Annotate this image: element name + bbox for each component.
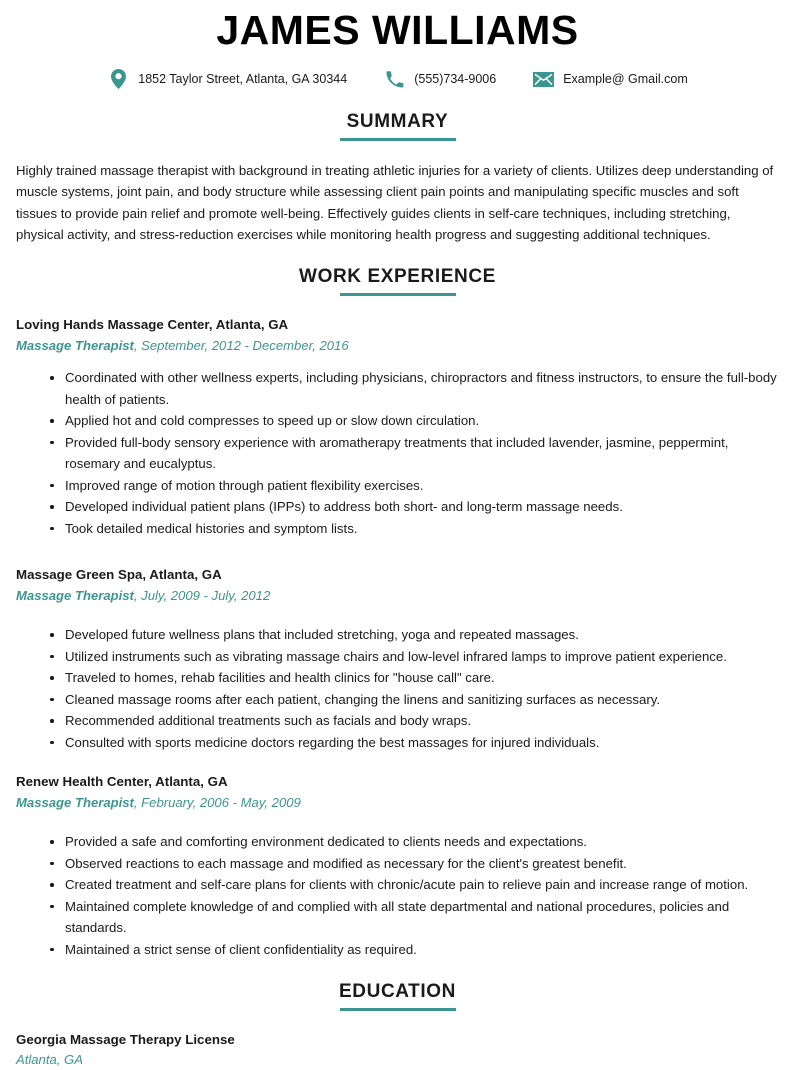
list-item: Provided full-body sensory experience with aromatherapy treatments that included lavender, jasmine, peppermint, rosemary and eucalyptus.: [16, 432, 779, 475]
education-school: Georgia Massage Therapy License: [16, 1032, 235, 1048]
list-item: Developed future wellness plans that included stretching, yoga and repeated massages.: [16, 624, 779, 646]
section-underline: [340, 138, 456, 141]
summary-paragraph: Highly trained massage therapist with background in treating athletic injuries for a variety of clients. Utilizes deep understanding of muscle systems, joint pain, and body structure while assessing client pain points and manipulating specific muscles and soft tissues to provide pain relief and promote well-being. Effectively guides clients in self-care techniques, including stretching, physical activity, and stress-reduction exercises while monitoring health progress and suggesting additional techniques.: [16, 162, 774, 243]
phone-icon: [383, 68, 405, 90]
spacer: [16, 296, 779, 315]
education-location: Atlanta, GA: [16, 1052, 83, 1068]
contact-phone: [383, 68, 496, 90]
list-item: Developed individual patient plans (IPPs) to address both short- and long-term massage needs.: [16, 496, 779, 518]
job-dates: , February, 2006 - May, 2009: [133, 794, 301, 810]
spacer: [16, 753, 779, 772]
education-entry: [16, 1030, 779, 1070]
list-item: Utilized instruments such as vibrating massage chairs and low-level infrared lamps to improve patient experience.: [16, 646, 779, 668]
section-heading-summary: [16, 112, 779, 141]
job-role: Massage Therapist: [16, 587, 134, 603]
job-role: Massage Therapist: [16, 337, 134, 353]
list-item: Observed reactions to each massage and modified as necessary for the client's greatest benefit.: [16, 853, 779, 875]
list-item: Took detailed medical histories and symptom lists.: [16, 518, 779, 540]
list-item: Maintained complete knowledge of and complied with all state departmental and national procedures, policies and standards.: [16, 896, 779, 939]
spacer: [16, 539, 779, 565]
job-role: Massage Therapist: [16, 794, 134, 810]
list-item: Created treatment and self-care plans for clients with chronic/acute pain to relieve pain and increase range of motion.: [16, 874, 779, 896]
list-item: Provided a safe and comforting environment dedicated to clients needs and expectations.: [16, 831, 779, 853]
list-item: Recommended additional treatments such as facials and body wraps.: [16, 710, 779, 732]
contact-email: [532, 68, 688, 90]
spacer: [16, 1011, 779, 1030]
job-company: Loving Hands Massage Center, Atlanta, GA: [16, 317, 289, 333]
spacer: [16, 605, 779, 624]
list-item: Coordinated with other wellness experts, including physicians, chiropractors and fitness instructors, to ensure the full-body health of patients.: [16, 367, 779, 410]
job-company: Massage Green Spa, Atlanta, GA: [16, 567, 222, 583]
spacer: [16, 355, 779, 367]
list-item: Cleaned massage rooms after each patient, changing the linens and sanitizing surfaces as necessary.: [16, 689, 779, 711]
job-bullet-list: [16, 831, 779, 960]
contact-row: [16, 68, 779, 90]
section-title: SUMMARY: [346, 111, 449, 132]
job-company: Renew Health Center, Atlanta, GA: [16, 774, 228, 790]
job-bullet-list: [16, 367, 779, 539]
list-item: Maintained a strict sense of client confidentiality as required.: [16, 939, 779, 961]
email-envelope-icon: [532, 68, 554, 90]
contact-address: [107, 68, 347, 90]
section-heading-education: [16, 982, 779, 1011]
job-entry: [16, 772, 779, 960]
job-entry: [16, 565, 779, 753]
job-entry: [16, 315, 779, 539]
job-meta: [16, 793, 779, 813]
job-meta: [16, 336, 779, 356]
section-title: EDUCATION: [339, 981, 456, 1003]
job-bullet-list: [16, 624, 779, 753]
list-item: Consulted with sports medicine doctors regarding the best massages for injured individuals.: [16, 732, 779, 754]
section-heading-work-experience: [16, 267, 779, 296]
job-dates: , July, 2009 - July, 2012: [133, 587, 271, 603]
job-dates: , September, 2012 - December, 2016: [133, 337, 349, 353]
section-title: WORK EXPERIENCE: [299, 266, 496, 288]
contact-phone-text: (555)734-9006: [414, 72, 497, 86]
spacer: [16, 812, 779, 831]
location-pin-icon: [107, 68, 129, 90]
list-item: Traveled to homes, rehab facilities and health clinics for "house call" care.: [16, 667, 779, 689]
contact-email-text: Example@ Gmail.com: [563, 72, 688, 86]
list-item: Improved range of motion through patient flexibility exercises.: [16, 475, 779, 497]
contact-address-text: 1852 Taylor Street, Atlanta, GA 30344: [138, 72, 348, 86]
page-title: JAMES WILLIAMS: [216, 7, 579, 53]
list-item: Applied hot and cold compresses to speed up or slow down circulation.: [16, 410, 779, 432]
job-meta: [16, 586, 779, 606]
